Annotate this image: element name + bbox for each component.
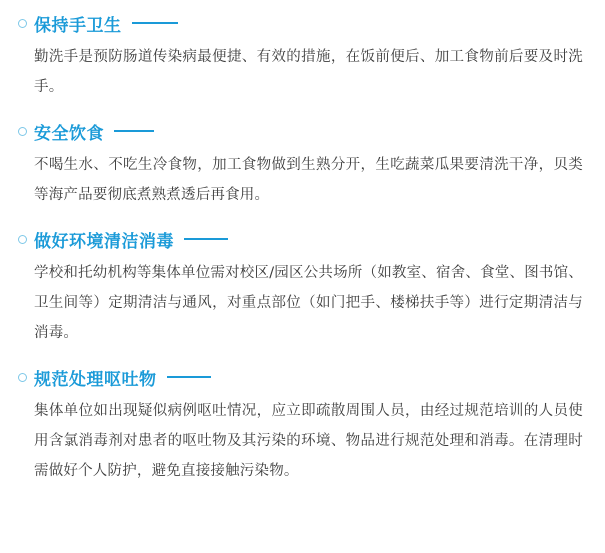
ring-bullet-icon [18,127,27,136]
section-hand-hygiene [18,10,587,102]
section-header [18,118,587,144]
section-title: 规范处理呕吐物 [34,369,157,390]
title-underline-rule [184,238,228,240]
section-vomit-handling [18,364,587,486]
section-environment-disinfection [18,226,587,348]
section-header [18,364,587,390]
title-underline-rule [132,22,178,24]
section-title: 做好环境清洁消毒 [34,231,174,252]
section-header [18,226,587,252]
section-title: 安全饮食 [34,123,104,144]
title-underline-rule [114,130,154,132]
section-body: 勤洗手是预防肠道传染病最便捷、有效的措施，在饭前便后、加工食物前后要及时洗手。 [34,49,583,95]
section-header [18,10,587,36]
section-body: 集体单位如出现疑似病例呕吐情况，应立即疏散周围人员，由经过规范培训的人员使用含氯消毒剂对患者的呕吐物及其污染的环境、物品进行规范处理和消毒。在清理时需做好个人防护，避免直接接触污染物。 [34,403,583,479]
section-safe-diet [18,118,587,210]
section-title: 保持手卫生 [34,15,122,36]
ring-bullet-icon [18,235,27,244]
section-body: 不喝生水、不吃生冷食物，加工食物做到生熟分开，生吃蔬菜瓜果要清洗干净，贝类等海产品要彻底煮熟煮透后再食用。 [34,157,583,203]
title-underline-rule [167,376,211,378]
ring-bullet-icon [18,373,27,382]
ring-bullet-icon [18,19,27,28]
section-body: 学校和托幼机构等集体单位需对校区/园区公共场所（如教室、宿舍、食堂、图书馆、卫生间等）定期清洁与通风，对重点部位（如门把手、楼梯扶手等）进行定期清洁与消毒。 [34,265,583,341]
